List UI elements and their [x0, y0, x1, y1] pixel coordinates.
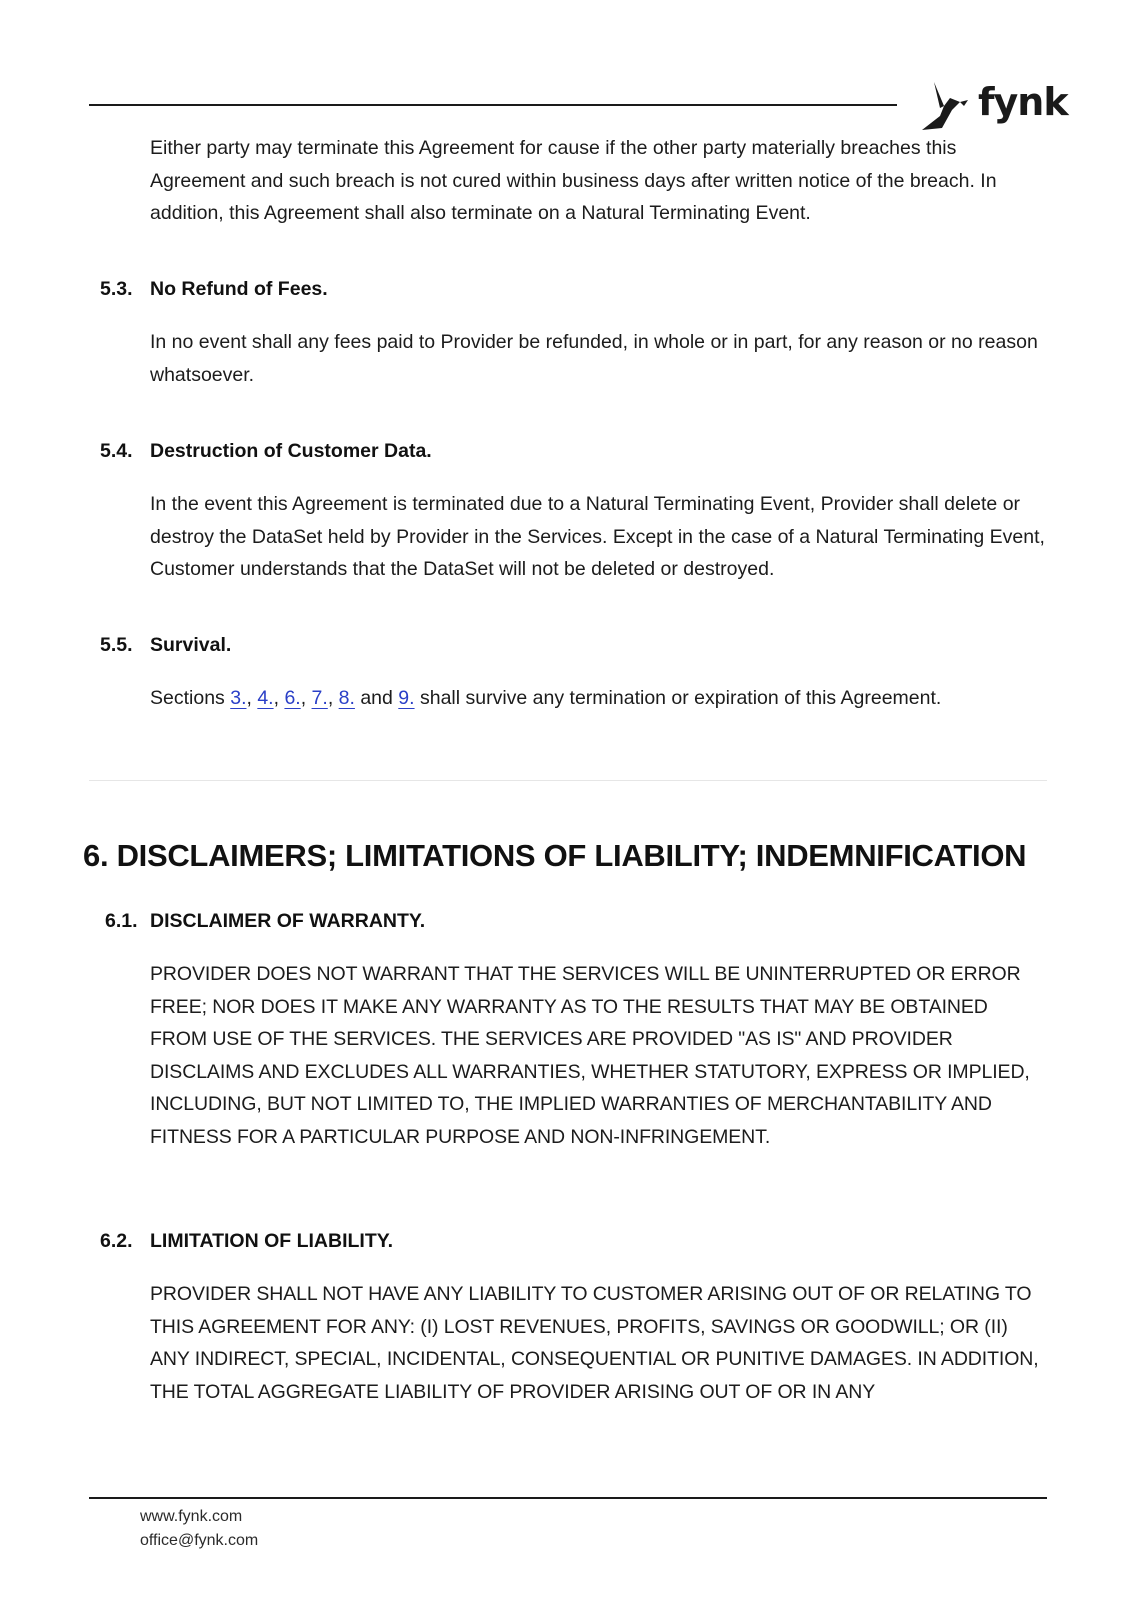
- section-divider: [89, 780, 1047, 781]
- section-number: 5.4.: [100, 440, 133, 462]
- section-number: 5.5.: [100, 634, 133, 656]
- section-title: DISCLAIMER OF WARRANTY.: [150, 910, 426, 932]
- section-5-4-body: In the event this Agreement is terminated due to a Natural Terminating Event, Provider shall delete or destroy the DataSet held by Provider in the Services. Except in the case of a Natural Terminating Event, Customer understands that the DataSet will not be deleted or destroyed.: [150, 493, 1045, 580]
- section-5-4-heading: [100, 438, 432, 464]
- fynk-logo: [920, 78, 1068, 134]
- section-title: LIMITATION OF LIABILITY.: [150, 1230, 393, 1252]
- section-link-6[interactable]: 6.: [284, 687, 301, 709]
- section-5-3-body: In no event shall any fees paid to Provider be refunded, in whole or in part, for any reason or no reason whatsoever.: [150, 331, 1038, 386]
- section-5-3-heading: [100, 276, 328, 302]
- intro-paragraph: Either party may terminate this Agreement for cause if the other party materially breaches this Agreement and such breach is not cured within business days after written notice of the breach. In addition, this Agreement shall also terminate on a Natural Terminating Event.: [150, 137, 997, 224]
- section-6-1-body: PROVIDER DOES NOT WARRANT THAT THE SERVICES WILL BE UNINTERRUPTED OR ERROR FREE; NOR DOES IT MAKE ANY WARRANTY AS TO THE RESULTS THAT MAY BE OBTAINED FROM USE OF THE SERVICES. THE SERVICES ARE PROVIDED "AS IS" AND PROVIDER DISCLAIMS AND EXCLUDES ALL WARRANTIES, WHETHER STATUTORY, EXPRESS OR IMPLIED, INCLUDING, BUT NOT LIMITED TO, THE IMPLIED WARRANTIES OF MERCHANTABILITY AND FITNESS FOR A PARTICULAR PURPOSE AND NON-INFRINGEMENT.: [150, 963, 1030, 1148]
- separator: ,: [327, 687, 339, 709]
- section-link-4[interactable]: 4.: [257, 687, 274, 709]
- separator: and: [354, 687, 399, 709]
- section-5-5-body: [150, 682, 1050, 715]
- separator: ,: [300, 687, 312, 709]
- footer-email[interactable]: office@fynk.com: [140, 1532, 259, 1549]
- survival-prefix: Sections: [150, 687, 231, 709]
- section-title: No Refund of Fees.: [150, 278, 328, 300]
- section-6-2-heading: [100, 1228, 393, 1254]
- section-6-title: 6. DISCLAIMERS; LIMITATIONS OF LIABILITY; INDEMNIFICATION: [83, 838, 1027, 873]
- section-number: 6.1.: [105, 910, 138, 932]
- section-link-9[interactable]: 9.: [398, 687, 415, 709]
- footer-divider: [89, 1497, 1047, 1499]
- section-title: Destruction of Customer Data.: [150, 440, 432, 462]
- survival-suffix: shall survive any termination or expiration of this Agreement.: [414, 687, 942, 709]
- separator: ,: [246, 687, 258, 709]
- logo-wordmark: fynk: [978, 80, 1068, 124]
- section-6-2-body: PROVIDER SHALL NOT HAVE ANY LIABILITY TO CUSTOMER ARISING OUT OF OR RELATING TO THIS AGREEMENT FOR ANY: (I) LOST REVENUES, PROFITS, SAVINGS OR GOODWILL; OR (II) ANY INDIRECT, SPECIAL, INCIDENTAL, CONSEQUENTIAL OR PUNITIVE DAMAGES. IN ADDITION, THE TOTAL AGGREGATE LIABILITY OF PROVIDER ARISING OUT OF OR IN ANY: [150, 1283, 1039, 1403]
- separator: ,: [273, 687, 285, 709]
- section-5-5-heading: [100, 632, 231, 658]
- bird-logo-icon: [920, 80, 976, 132]
- section-link-8[interactable]: 8.: [338, 687, 355, 709]
- section-number: 6.2.: [100, 1230, 133, 1252]
- section-number: 5.3.: [100, 278, 133, 300]
- section-link-3[interactable]: 3.: [230, 687, 247, 709]
- section-link-7[interactable]: 7.: [311, 687, 328, 709]
- footer-website[interactable]: www.fynk.com: [140, 1508, 243, 1525]
- header-divider: [89, 104, 897, 106]
- section-title: Survival.: [150, 634, 232, 656]
- section-6-1-heading: [105, 908, 425, 934]
